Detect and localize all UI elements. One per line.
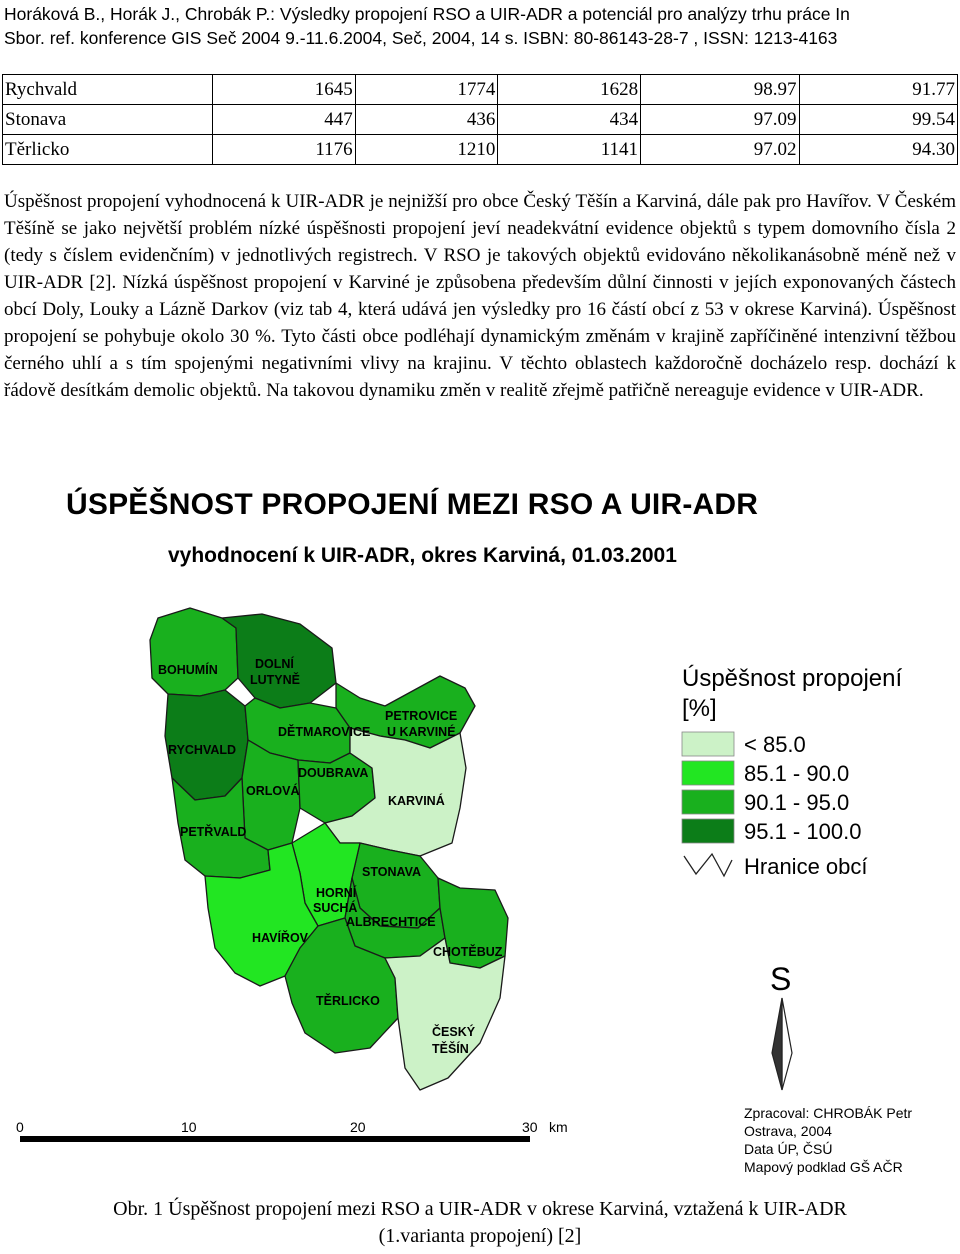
table-cell: 91.77 bbox=[799, 75, 957, 105]
label-horni-2: SUCHÁ bbox=[313, 901, 358, 915]
paragraph-text: Úspěšnost propojení vyhodnocená k UIR-ADR je nejnižší pro obce Český Těšín a Karviná, dále pak pro Havířov. V Českém Těšíně se jako největší problém nízké úspěšnosti propojení jeví neadekvátní evidence objektů s typem domovního čísla 2 (tedy s číslem evidenčním) v jednotlivých registrech. V RSO je takových objektů evidováno několikanásobně méně než v UIR-ADR [2]. Nízká úspěšnost propojení v Karviné je způsobena především důlní činnosti v jejích exponovaných částech obcí Doly, Louky a Lázně Darkov (viz tab 4, která udává jen výsledky pro 16 částí obcí z 53 v okrese Karviná). Úspěšnost propojení se pohybuje okolo 30 %. Tyto části obce podléhají dynamickým změnám v krajině zapříčiněné intenzivní těžbou černého uhlí a s tím spojenými negativními vlivy na krajinu. V těchto oblastech každoročně docházelo resp. dochází k řádově desítkám demolic objektů. Na takovou dynamiku změn v realitě zřejmě patřičně nereaguje evidence v UIR-ADR. bbox=[4, 191, 956, 401]
results-table bbox=[2, 74, 958, 165]
region-bohumin bbox=[150, 608, 238, 696]
table-row bbox=[3, 135, 958, 165]
table-cell: 434 bbox=[498, 105, 641, 135]
label-doubrava: DOUBRAVA bbox=[298, 766, 369, 780]
label-cesky-1: ČESKÝ bbox=[432, 1025, 476, 1039]
map-subtitle: vyhodnocení k UIR-ADR, okres Karviná, 01.03.2001 bbox=[168, 544, 677, 567]
table-cell: Těrlicko bbox=[3, 135, 213, 165]
map-figure bbox=[0, 478, 960, 1198]
label-horni-1: HORNÍ bbox=[316, 886, 357, 900]
label-orlova: ORLOVÁ bbox=[246, 784, 300, 798]
north-label: S bbox=[770, 961, 792, 997]
legend-boundary-label: Hranice obcí bbox=[744, 854, 868, 879]
scale-unit: km bbox=[549, 1119, 568, 1135]
table-cell: 97.09 bbox=[641, 105, 799, 135]
legend-swatch-2 bbox=[682, 761, 734, 785]
label-petrovice-2: U KARVINÉ bbox=[387, 725, 456, 739]
label-petrovice-1: PETROVICE bbox=[385, 709, 458, 723]
label-dolni-1: DOLNÍ bbox=[255, 657, 294, 671]
north-arrow-icon bbox=[770, 961, 792, 1090]
legend-label-1: < 85.0 bbox=[744, 732, 806, 757]
credit-line-4: Mapový podklad GŠ AČR bbox=[744, 1159, 903, 1175]
label-bohumin: BOHUMÍN bbox=[158, 663, 218, 677]
table-cell: 99.54 bbox=[799, 105, 957, 135]
table-cell: Rychvald bbox=[3, 75, 213, 105]
table-cell: 1774 bbox=[355, 75, 498, 105]
label-karvina: KARVINÁ bbox=[388, 794, 445, 808]
table-row bbox=[3, 75, 958, 105]
label-cesky-2: TĚŠÍN bbox=[432, 1042, 469, 1056]
table-cell: 1210 bbox=[355, 135, 498, 165]
table-cell: 97.02 bbox=[641, 135, 799, 165]
legend-label-2: 85.1 - 90.0 bbox=[744, 761, 850, 786]
credit-line-1: Zpracoval: CHROBÁK Petr bbox=[744, 1105, 913, 1121]
legend-label-4: 95.1 - 100.0 bbox=[744, 819, 862, 844]
district-map bbox=[0, 478, 960, 1198]
table-cell: 1645 bbox=[213, 75, 356, 105]
table-cell: 98.97 bbox=[641, 75, 799, 105]
scale-tick-0: 0 bbox=[16, 1119, 24, 1135]
figure-caption bbox=[0, 1196, 960, 1250]
credit-line-3: Data ÚP, ČSÚ bbox=[744, 1141, 833, 1157]
label-albrechtice: ALBRECHTICE bbox=[346, 915, 436, 929]
table-cell: 447 bbox=[213, 105, 356, 135]
table-cell: 436 bbox=[355, 105, 498, 135]
legend-swatch-1 bbox=[682, 732, 734, 756]
legend-swatch-4 bbox=[682, 819, 734, 843]
citation-line-1: Horáková B., Horák J., Chrobák P.: Výsledky propojení RSO a UIR-ADR a potenciál pro analýzy trhu práce In bbox=[4, 4, 850, 24]
map-title: ÚSPĚŠNOST PROPOJENÍ MEZI RSO A UIR-ADR bbox=[66, 488, 759, 521]
label-havirov: HAVÍŘOV bbox=[252, 931, 309, 945]
table-cell: 94.30 bbox=[799, 135, 957, 165]
legend-swatch-3 bbox=[682, 790, 734, 814]
scale-tick-20: 20 bbox=[350, 1119, 366, 1135]
label-petrvald: PETŘVALD bbox=[180, 825, 247, 839]
boundary-symbol-icon bbox=[684, 854, 732, 876]
scale-bar bbox=[16, 1119, 568, 1142]
scale-tick-10: 10 bbox=[181, 1119, 197, 1135]
map-legend bbox=[682, 665, 902, 879]
table-cell: 1141 bbox=[498, 135, 641, 165]
citation-header bbox=[4, 2, 959, 50]
label-rychvald: RYCHVALD bbox=[168, 743, 237, 757]
body-paragraph bbox=[4, 188, 956, 404]
label-chotebuz: CHOTĚBUZ bbox=[433, 945, 503, 959]
credit-line-2: Ostrava, 2004 bbox=[744, 1123, 832, 1139]
map-credits bbox=[744, 1105, 912, 1175]
caption-line-1: Obr. 1 Úspěšnost propojení mezi RSO a UIR-ADR v okrese Karviná, vztažená k UIR-ADR bbox=[113, 1198, 847, 1220]
legend-title-2: [%] bbox=[682, 695, 717, 722]
label-terlicko: TĚRLICKO bbox=[316, 994, 380, 1008]
scale-tick-30: 30 bbox=[522, 1119, 538, 1135]
table-cell: Stonava bbox=[3, 105, 213, 135]
label-stonava: STONAVA bbox=[362, 865, 422, 879]
label-dolni-2: LUTYNĚ bbox=[250, 673, 300, 687]
table-row bbox=[3, 105, 958, 135]
table-cell: 1628 bbox=[498, 75, 641, 105]
table-cell: 1176 bbox=[213, 135, 356, 165]
caption-line-2: (1.varianta propojení) [2] bbox=[378, 1225, 582, 1247]
citation-line-2: Sbor. ref. konference GIS Seč 2004 9.-11.6.2004, Seč, 2004, 14 s. ISBN: 80-86143-28-7 , ISSN: 1213-4163 bbox=[4, 28, 838, 48]
legend-title-1: Úspěšnost propojení bbox=[682, 665, 903, 692]
legend-label-3: 90.1 - 95.0 bbox=[744, 790, 850, 815]
label-detmarovice: DĚTMAROVICE bbox=[278, 725, 371, 739]
